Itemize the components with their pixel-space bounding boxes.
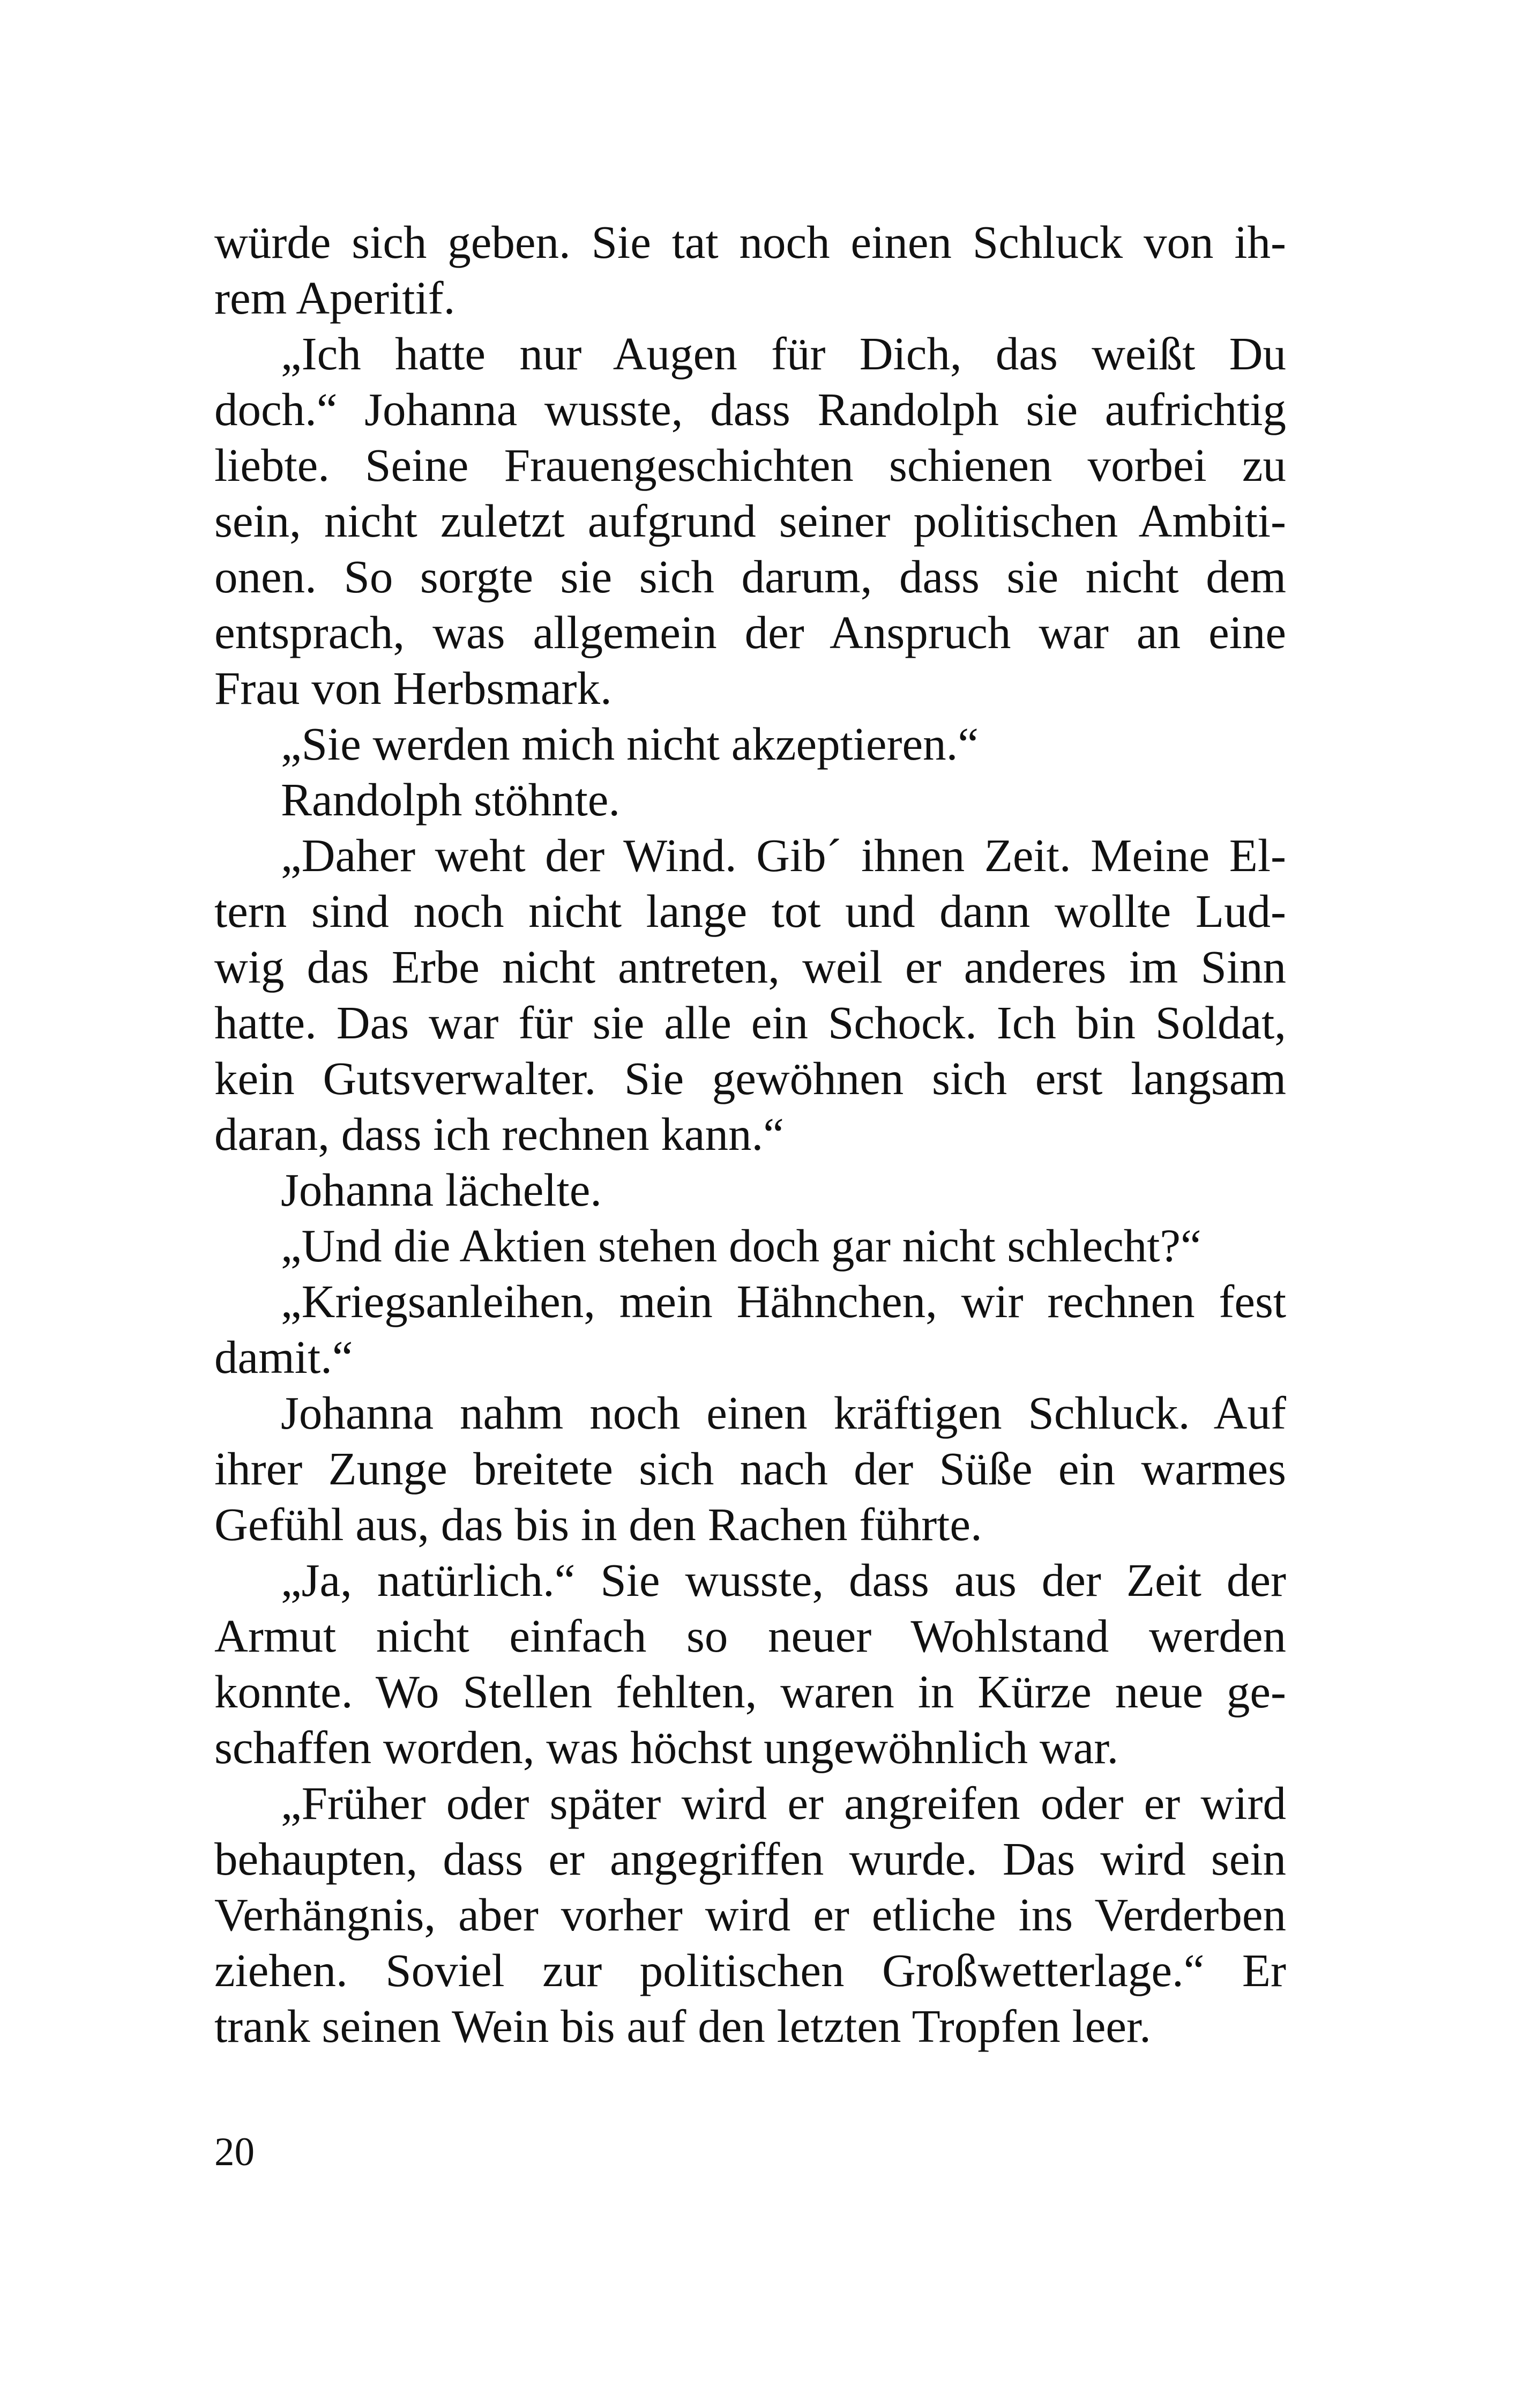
text-line: trank seinen Wein bis auf den letzten Tropfen leer. [214,2000,1151,2052]
text-line: Johanna lächelte. [281,1164,602,1216]
text-line: rem Aperitif. [214,272,456,324]
text-line: würde sich geben. Sie tat noch einen Schluck von ih- [214,216,1286,268]
text-line: „Ja, natürlich.“ Sie wusste, dass aus der Zeit der [281,1554,1286,1606]
text-line: schaffen worden, was höchst ungewöhnlich war. [214,1721,1119,1773]
text-line: Johanna nahm noch einen kräftigen Schluck. Auf [281,1387,1286,1439]
text-line: doch.“ Johanna wusste, dass Randolph sie aufrichtig [214,383,1286,435]
text-line: hatte. Das war für sie alle ein Schock. Ich bin Soldat, [214,997,1286,1049]
text-line: konnte. Wo Stellen fehlten, waren in Kürze neue ge- [214,1666,1286,1718]
text-line: „Daher weht der Wind. Gib´ ihnen Zeit. Meine El- [281,829,1286,881]
text-line: ziehen. Soviel zur politischen Großwetterlage.“ Er [214,1944,1286,1996]
text-line: „Kriegsanleihen, mein Hähnchen, wir rechnen fest [281,1275,1286,1327]
text-line: Armut nicht einfach so neuer Wohlstand werden [214,1610,1286,1662]
text-line: Frau von Herbsmark. [214,662,612,714]
text-line: entsprach, was allgemein der Anspruch war an eine [214,606,1286,658]
text-line: „Sie werden mich nicht akzeptieren.“ [281,718,979,770]
text-line: „Und die Aktien stehen doch gar nicht schlecht?“ [281,1220,1201,1272]
text-line: behaupten, dass er angegriffen wurde. Das wird sein [214,1833,1286,1885]
text-line: onen. So sorgte sie sich darum, dass sie nicht dem [214,551,1286,603]
text-line: damit.“ [214,1331,353,1383]
text-line: sein, nicht zuletzt aufgrund seiner politischen Ambiti- [214,495,1286,547]
text-line: kein Gutsverwalter. Sie gewöhnen sich erst langsam [214,1052,1286,1104]
text-line: Verhängnis, aber vorher wird er etliche ins Verderben [214,1889,1286,1941]
text-line: wig das Erbe nicht antreten, weil er anderes im Sinn [214,941,1286,993]
text-line: Randolph stöhnte. [281,774,621,826]
text-line: ihrer Zunge breitete sich nach der Süße ein warmes [214,1443,1286,1495]
text-line: Gefühl aus, das bis in den Rachen führte. [214,1498,982,1550]
page-number: 20 [214,2130,255,2174]
text-line: daran, dass ich rechnen kann.“ [214,1108,784,1160]
body-text [214,214,1286,2054]
text-line: „Ich hatte nur Augen für Dich, das weißt Du [281,328,1286,380]
text-line: „Früher oder später wird er angreifen oder er wird [281,1777,1286,1829]
text-line: liebte. Seine Frauengeschichten schienen vorbei zu [214,439,1286,491]
text-line: tern sind noch nicht lange tot und dann wollte Lud- [214,885,1286,937]
